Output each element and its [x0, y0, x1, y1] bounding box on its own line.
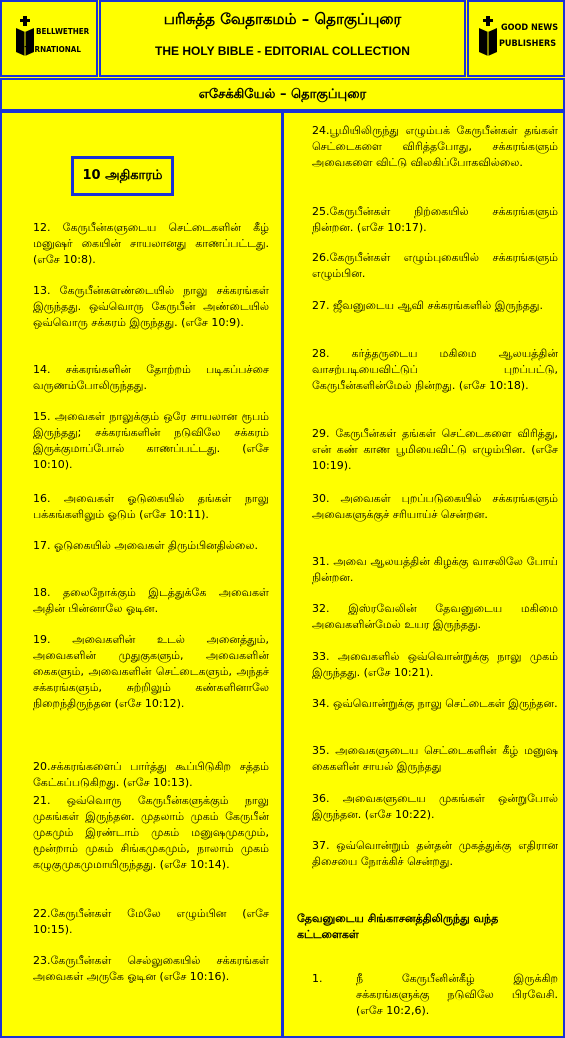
verse: 25.கேருபீன்கள் நிற்கையில் சக்கரங்களும் நின்றன. (எசே 10:17).: [312, 205, 558, 234]
logo-right-line2: PUBLISHERS: [499, 39, 557, 49]
verse: 36. அவைகளுடைய முகங்கள் ஒன்றுபோல் இருந்தன. (எசே 10:22).: [312, 792, 558, 821]
title-english: THE HOLY BIBLE - EDITORIAL COLLECTION: [155, 44, 410, 58]
open-bible-icon: [477, 16, 499, 58]
verse: 37. ஒவ்வொன்றும் தன்தன் முகத்துக்கு எதிரான திசையை நோக்கிச் சென்றது.: [312, 839, 558, 868]
verse: 35. அவைகளுடைய செட்டைகளின் கீழ் மனுஷ கைகளின் சாயல் இருந்தது: [312, 744, 558, 773]
logo-left-line1: BELLWETHER: [36, 27, 90, 36]
list-item-text: நீ கேருபீனின்கீழ் இருக்கிற சக்கரங்களுக்கு நடுவிலே பிரவேசி. (எசே 10:2,6).: [356, 972, 558, 1017]
verse: 22.கேருபீன்கள் மேலே எழும்பின (எசே 10:15).: [33, 907, 269, 936]
verse: 21. ஒவ்வொரு கேருபீன்களுக்கும் நாலு முகங்கள் இருந்தன. முதலாம் முகம் கேருபீன் முகமும் இரண்டாம் முகம் மனுஷமுகமும், மூன்றாம் முகம் சிங்கமுகமும், நாலாம் முகம் கழுகுமுகமுமாயிருந்தது. (எசே 10:14).: [33, 794, 269, 871]
list-item-number: 1.: [312, 972, 323, 985]
list-item: [312, 971, 558, 1019]
verse: 27. ஜீவனுடைய ஆவி சக்கரங்களில் இருந்தது.: [312, 299, 543, 312]
verse: 24.பூமியிலிருந்து எழும்பக் கேருபீன்கள் தங்கள் செட்டைகளை விரித்தபோது, சக்கரங்களும் அவைகளை விட்டு விலகிப்போகவில்லை.: [312, 124, 558, 169]
logo-right-line1: GOOD NEWS: [501, 23, 559, 33]
verse: 12. கேருபீன்களுடைய செட்டைகளின் கீழ் மனுஷர் கையின் சாயலானது காணப்பட்டது. (எசே 10:8).: [33, 221, 269, 266]
header: [0, 0, 565, 79]
left-column: [0, 111, 283, 1038]
verse: 29. கேருபீன்கள் தங்கள் செட்டைகளை விரித்து, என் கண் காண பூமியைவிட்டு எழும்பின. (எசே 10:19).: [312, 427, 558, 472]
verse: 20.சக்கரங்களைப் பார்த்து கூப்பிடுகிற சத்தம் கேட்கப்படுகிறது. (எசே 10:13).: [33, 760, 269, 789]
right-column: [282, 111, 565, 1038]
book-subtitle: எசேக்கியேல் – தொகுப்புரை: [0, 78, 565, 111]
verse: 32. இஸ்ரவேலின் தேவனுடைய மகிமை அவைகளின்மேல் உயர இருந்தது.: [312, 602, 558, 631]
verse: 15. அவைகள் நாலுக்கும் ஒரே சாயலான ரூபம் இருந்தது; சக்கரங்களின் நடுவிலே சக்கரம் இருக்குமாப்போல் காணப்பட்டது. (எசே 10:10).: [33, 410, 269, 471]
logo-left-line2: INTERNATIONAL: [16, 45, 81, 54]
verse: 23.கேருபீன்கள் செல்லுகையில் சக்கரங்கள் அவைகள் அருகே ஓடின (எசே 10:16).: [33, 954, 269, 983]
verse: 19. அவைகளின் உடல் அனைத்தும், அவைகளின் முதுகுகளும், அவைகளின் கைகளும், அவைகளின் செட்டைகளும், அந்தச் சக்கரங்களும், சுற்றிலும் கண்களினாலே நிறைந்திருந்தன (எசே 10:12).: [33, 633, 269, 710]
verse: 17. ஓடுகையில் அவைகள் திரும்பினதில்லை.: [33, 539, 258, 552]
verse: 18. தலைநோக்கும் இடத்துக்கே அவைகள் அதின் பின்னாலே ஓடின.: [33, 586, 269, 615]
verse: 31. அவை ஆலயத்தின் கிழக்கு வாசலிலே போய் நின்றன.: [312, 555, 558, 584]
good-news-logo: [467, 0, 565, 77]
bellwether-logo: [0, 0, 98, 77]
verse: 30. அவைகள் புறப்படுகையில் சக்கரங்களும் அவைகளுக்குச் சரியாய்ச் சென்றன.: [312, 492, 558, 521]
verse: 26.கேருபீன்கள் எழும்புகையில் சக்கரங்களும் எழும்பின.: [312, 251, 558, 280]
verse: 28. கர்த்தருடைய மகிமை ஆலயத்தின் வாசற்படியைவிட்டுப் புறப்பட்டு, கேருபீன்களின்மேல் நின்றது. (எசே 10:18).: [312, 347, 558, 392]
chapter-box: 10 அதிகாரம்: [71, 156, 174, 196]
verse: 34. ஒவ்வொன்றுக்கு நாலு செட்டைகள் இருந்தன.: [312, 697, 558, 710]
section-heading: தேவனுடைய சிங்காசனத்திலிருந்து வந்த கட்டளைகள்: [297, 912, 499, 941]
verse: 14. சக்கரங்களின் தோற்றம் படிகப்பச்சை வருணம்போலிருந்தது.: [33, 363, 269, 392]
title-box: [99, 0, 466, 77]
verse: 33. அவைகளில் ஒவ்வொன்றுக்கு நாலு முகம் இருந்தது. (எசே 10:21).: [312, 650, 558, 679]
title-tamil: பரிசுத்த வேதாகமம் – தொகுப்புரை: [163, 10, 402, 28]
verse: 16. அவைகள் ஓடுகையில் தங்கள் நாலு பக்கங்களிலும் ஓடும் (எசே 10:11).: [33, 492, 269, 521]
verse: 13. கேருபீன்களண்டையில் நாலு சக்கரங்கள் இருந்தது. ஒவ்வொரு கேருபீன் அண்டையில் ஒவ்வொரு சக்கரம் இருந்தது. (எசே 10:9).: [33, 284, 269, 329]
